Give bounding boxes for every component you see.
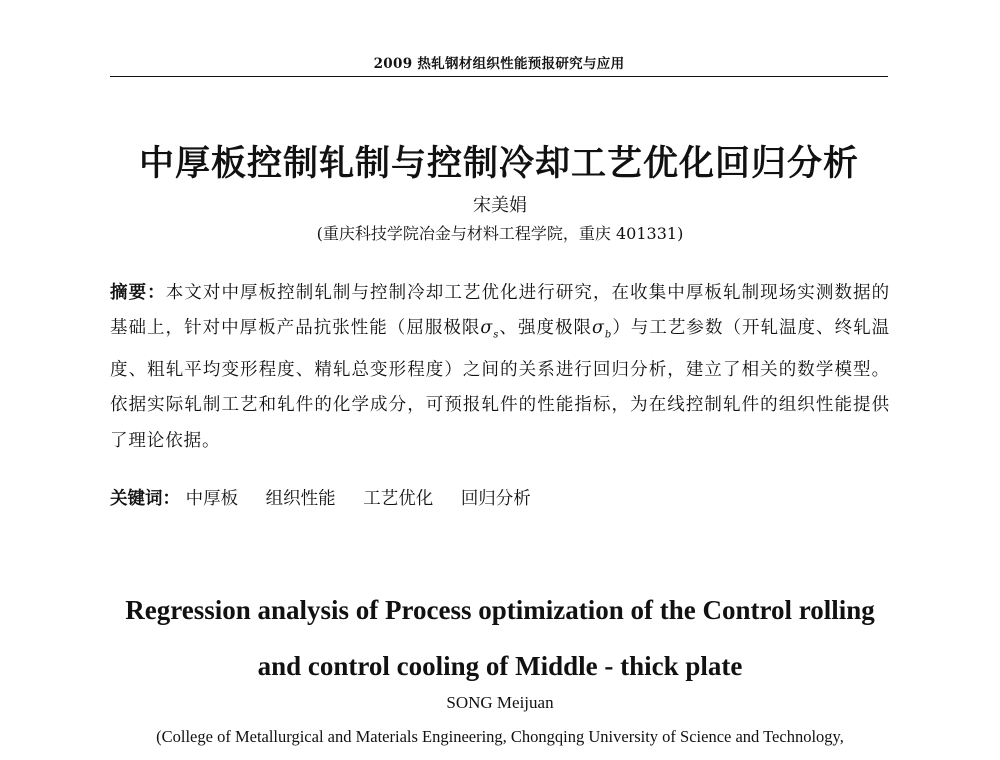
sigma-s-symbol: $\sigma_s$ xyxy=(480,318,500,341)
header-rule xyxy=(110,76,888,77)
abstract xyxy=(110,276,890,459)
author-en: SONG Meijuan xyxy=(446,693,554,712)
keyword-item: 工艺优化 xyxy=(363,489,434,509)
title-en-line-1: Regression analysis of Process optimization of the Control rolling xyxy=(125,595,875,625)
author-cn: 宋美娟 xyxy=(473,195,527,216)
affiliation-cn: (重庆科技学院冶金与材料工程学院，重庆 401331) xyxy=(316,224,684,243)
paper-title-cn: 中厚板控制轧制与控制冷却工艺优化回归分析 xyxy=(138,144,859,184)
affiliation-en: (College of Metallurgical and Materials Engineering, Chongqing University of Science and Technology, xyxy=(156,727,844,746)
abstract-separator: 、强度极限 xyxy=(499,318,593,339)
title-en-line-2: and control cooling of Middle - thick plate xyxy=(257,651,743,681)
running-header: 2009 热轧钢材组织性能预报研究与应用 xyxy=(373,56,625,72)
abstract-label: 摘要： xyxy=(110,283,166,303)
keyword-item: 中厚板 xyxy=(185,489,239,509)
abstract-text-1: 本文对中厚板控制轧制与控制冷却工艺优化进行研究，在收集中厚板轧制现场实测数据的基础上，针对中厚板产品抗张性能（屈服极限 xyxy=(110,283,890,339)
keywords xyxy=(110,485,890,510)
keyword-item: 组织性能 xyxy=(265,489,336,509)
paper-title-en xyxy=(40,582,960,694)
abstract-text-2: ）与工艺参数（开轧温度、终轧温度、粗轧平均变形程度、精轧总变形程度）之间的关系进行回归分析，建立了相关的数学模型。依据实际轧制工艺和轧件的化学成分，可预报轧件的性能指标，为在线控制轧件的组织性能提供了理论依据。 xyxy=(110,318,891,451)
keywords-label: 关键词： xyxy=(110,489,180,509)
keyword-item: 回归分析 xyxy=(460,489,531,509)
sigma-b-symbol: $\sigma_b$ xyxy=(592,318,613,341)
